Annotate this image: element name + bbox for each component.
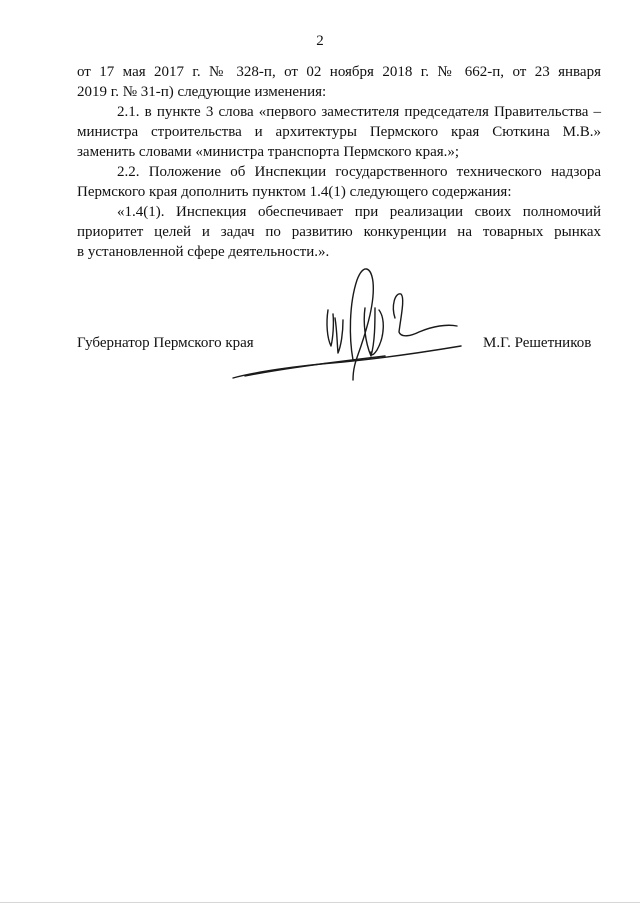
- signer-name: М.Г. Решетников: [483, 335, 592, 351]
- body-line-3: 2.1. в пункте 3 слова «первого заместителя председателя Правительства –: [117, 104, 601, 120]
- handwritten-signature: [225, 258, 485, 388]
- body-line-8: «1.4(1). Инспекция обеспечивает при реализации своих полномочий: [117, 204, 601, 220]
- body-line-1: от 17 мая 2017 г. № 328-п, от 02 ноября 2018 г. № 662-п, от 23 января: [77, 64, 601, 80]
- body-line-4: министра строительства и архитектуры Пермского края Сюткина М.В.»: [77, 124, 601, 140]
- page-number: 2: [316, 33, 324, 49]
- body-line-5: заменить словами «министра транспорта Пермского края.»;: [77, 144, 460, 160]
- page-bottom-edge: [0, 902, 640, 903]
- signer-title: Губернатор Пермского края: [77, 335, 254, 351]
- body-line-9: приоритет целей и задач по развитию конкуренции на товарных рынках: [77, 224, 601, 240]
- body-line-10: в установленной сфере деятельности.».: [77, 244, 330, 260]
- body-line-6: 2.2. Положение об Инспекции государственного технического надзора: [117, 164, 601, 180]
- body-line-2: 2019 г. № 31-п) следующие изменения:: [77, 84, 327, 100]
- body-text: [77, 62, 601, 262]
- body-line-7: Пермского края дополнить пунктом 1.4(1) следующего содержания:: [77, 184, 512, 200]
